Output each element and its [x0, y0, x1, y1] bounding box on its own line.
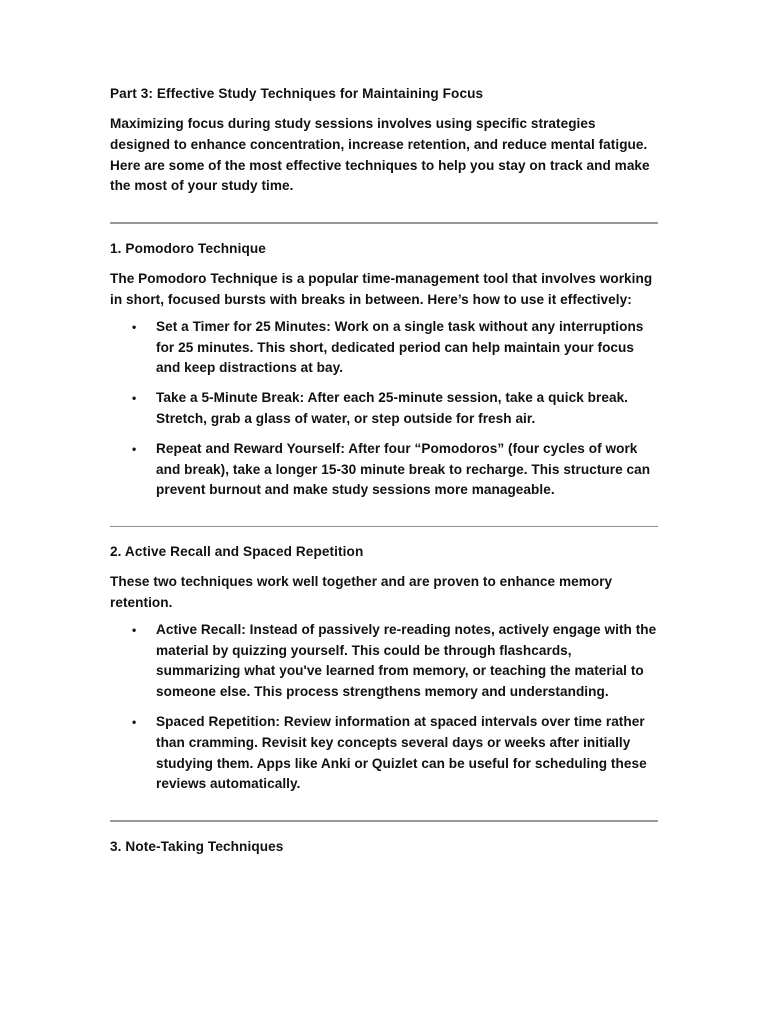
- pomodoro-bullet-list: [110, 317, 658, 501]
- section-title-note-taking: 3. Note-Taking Techniques: [110, 839, 284, 855]
- section-title-active-recall: 2. Active Recall and Spaced Repetition: [110, 544, 364, 560]
- list-item-text: Active Recall: Instead of passively re-reading notes, actively engage with the material by quizzing yourself. This could be through flashcards, summarizing what you've learned from memory, or teaching the material to someone else. This process strengthens memory and understanding.: [156, 621, 657, 700]
- bullet-icon: •: [132, 622, 137, 637]
- active-recall-bullet-list: [110, 620, 658, 795]
- bullet-icon: •: [132, 391, 137, 406]
- section-title-pomodoro: 1. Pomodoro Technique: [110, 241, 266, 257]
- list-item: [110, 712, 658, 795]
- list-item: [110, 439, 658, 501]
- list-item-text: Spaced Repetition: Review information at spaced intervals over time rather than cramming. Revisit key concepts several days or weeks after initially studying them. Apps like Anki or Quizlet can be useful for scheduling these reviews automatically.: [156, 713, 647, 792]
- list-item-text: Repeat and Reward Yourself: After four “Pomodoros” (four cycles of work and break), take a longer 15-30 minute break to recharge. This structure can prevent burnout and make study sessions more manageable.: [156, 440, 651, 498]
- list-item-text: Set a Timer for 25 Minutes: Work on a single task without any interruptions for 25 minutes. This short, dedicated period can help maintain your focus and keep distractions at bay.: [156, 318, 644, 376]
- list-item: [110, 620, 658, 703]
- intro-paragraph: Maximizing focus during study sessions involves using specific strategies designed to enhance concentration, increase retention, and reduce mental fatigue. Here are some of the most effective techniques to help you stay on track and make the most of your study time.: [110, 116, 650, 194]
- section-intro-active-recall: These two techniques work well together and are proven to enhance memory retention.: [110, 574, 613, 610]
- list-item: [110, 388, 658, 430]
- document-page: [110, 84, 658, 867]
- list-item-text: Take a 5-Minute Break: After each 25-minute session, take a quick break. Stretch, grab a glass of water, or step outside for fresh air.: [156, 390, 629, 426]
- bullet-icon: •: [132, 319, 137, 334]
- list-item: [110, 317, 658, 379]
- section-intro-pomodoro: The Pomodoro Technique is a popular time-management tool that involves working in short, focused bursts with breaks in between. Here’s how to use it effectively:: [110, 271, 653, 307]
- bullet-icon: •: [132, 714, 137, 729]
- part-title: Part 3: Effective Study Techniques for Maintaining Focus: [110, 86, 484, 101]
- bullet-icon: •: [132, 441, 137, 456]
